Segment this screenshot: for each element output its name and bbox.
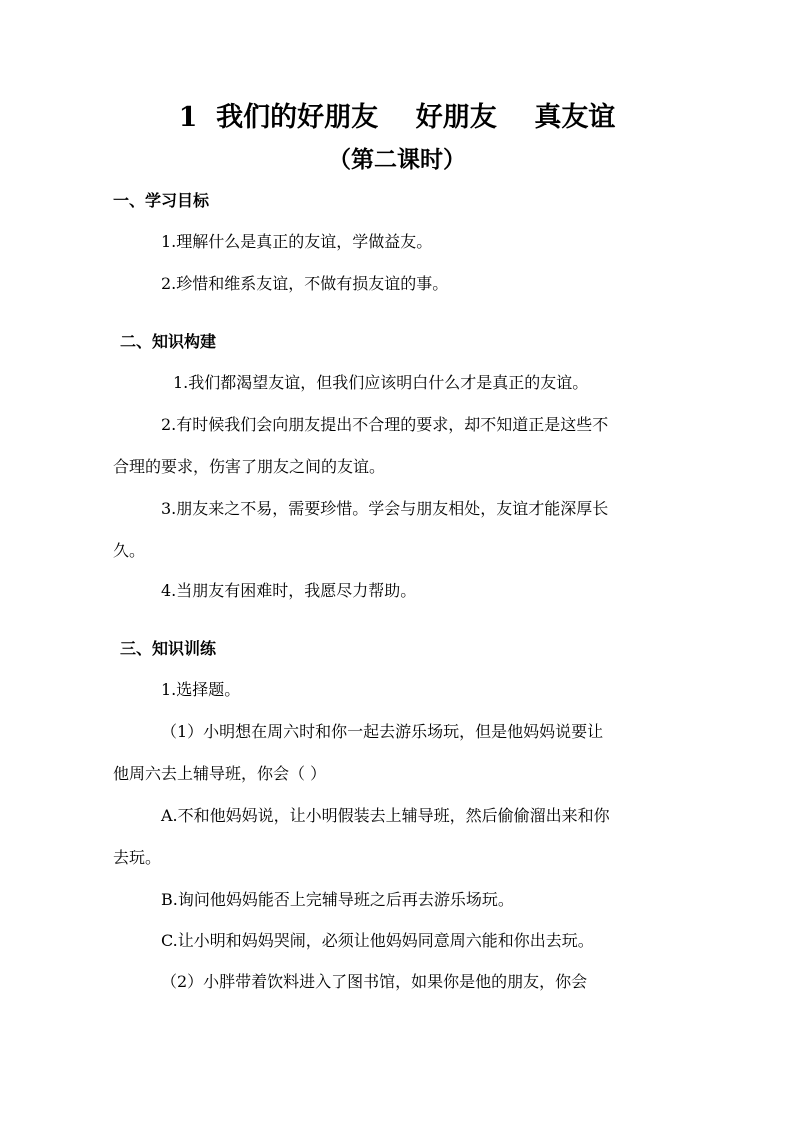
knowledge-item-3-line-2: 久。	[113, 541, 146, 560]
section-heading-knowledge-training: 三、知识训练	[120, 639, 217, 658]
section-heading-learning-goals: 一、学习目标	[113, 191, 210, 210]
option-b: B.询问他妈妈能否上完辅导班之后再去游乐场玩。	[161, 890, 514, 909]
section-heading-knowledge-building: 二、知识构建	[120, 332, 217, 351]
page-title: 1 我们的好朋友 好朋友 真友谊	[178, 102, 616, 133]
training-item-choice-label: 1.选择题。	[161, 680, 241, 699]
option-a-line-2: 去玩。	[113, 848, 162, 867]
knowledge-item-2-line-2: 合理的要求，伤害了朋友之间的友谊。	[113, 457, 386, 476]
knowledge-item-3-line-1: 3.朋友来之不易，需要珍惜。学会与朋友相处，友谊才能深厚长	[161, 499, 609, 518]
knowledge-item-2-line-1: 2.有时候我们会向朋友提出不合理的要求，却不知道正是这些不	[161, 415, 609, 434]
knowledge-item-4: 4.当朋友有困难时，我愿尽力帮助。	[161, 581, 417, 600]
question-2-line-1: （2）小胖带着饮料进入了图书馆，如果你是他的朋友，你会	[161, 972, 588, 991]
goal-item-2: 2.珍惜和维系友谊，不做有损友谊的事。	[161, 274, 449, 293]
option-c: C.让小明和妈妈哭闹，必须让他妈妈同意周六能和你出去玩。	[161, 931, 594, 950]
option-a-line-1: A.不和他妈妈说，让小明假装去上辅导班，然后偷偷溜出来和你	[161, 806, 610, 825]
page-subtitle: （第二课时）	[328, 146, 466, 173]
question-1-line-1: （1）小明想在周六时和你一起去游乐场玩，但是他妈妈说要让	[161, 722, 604, 741]
question-1-line-2: 他周六去上辅导班，你会（ ）	[113, 764, 327, 783]
knowledge-item-1: 1.我们都渴望友谊，但我们应该明白什么才是真正的友谊。	[173, 373, 589, 392]
goal-item-1: 1.理解什么是真正的友谊，学做益友。	[161, 232, 433, 251]
